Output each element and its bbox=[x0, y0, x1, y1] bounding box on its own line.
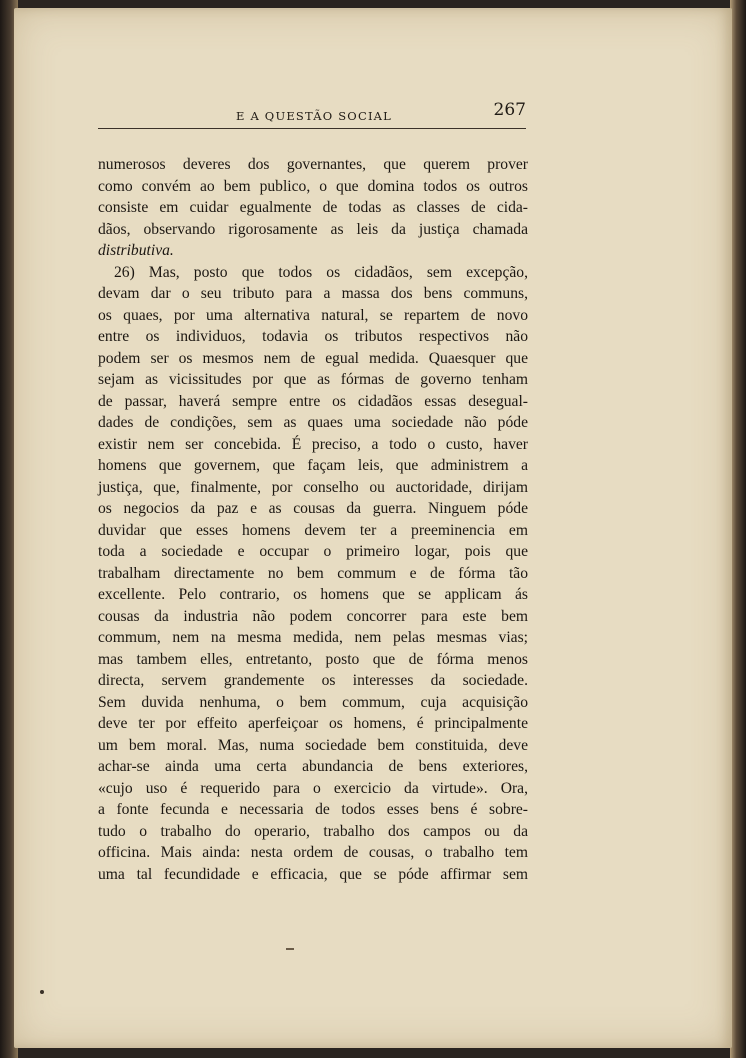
text-line: cousas da industria não podem concorrer para este bem bbox=[98, 607, 528, 625]
text-line: podem ser os mesmos nem de egual medida. Quaesquer que bbox=[98, 349, 528, 367]
text-line: deve ter por effeito aperfeiçoar os homens, é principalmente bbox=[98, 715, 528, 732]
page-header bbox=[98, 100, 526, 128]
text-line: tudo o trabalho do operario, trabalho dos campos ou da bbox=[98, 822, 528, 840]
text-line: commum, nem na mesma medida, nem pelas mesmas vias; bbox=[98, 629, 528, 646]
text-line: os negocios da paz e as cousas da guerra. Ninguem póde bbox=[98, 500, 528, 517]
book-right-edge bbox=[730, 0, 746, 1058]
body-text bbox=[98, 154, 528, 885]
text-line: os quaes, por uma alternativa natural, se repartem de novo bbox=[98, 306, 528, 324]
ink-mark bbox=[286, 948, 294, 950]
text-line: officina. Mais ainda: nesta ordem de cousas, o trabalho tem bbox=[98, 844, 528, 861]
text-line: duvidar que esses homens devem ter a preeminencia em bbox=[98, 521, 528, 539]
text-line: dades de condições, sem as quaes uma sociedade não póde bbox=[98, 414, 528, 431]
text-line: 26) Mas, posto que todos os cidadãos, sem excepção, bbox=[114, 263, 528, 281]
text-line: dãos, observando rigorosamente as leis da justiça chamada bbox=[98, 220, 528, 238]
text-line: trabalham directamente no bem commum e de fórma tão bbox=[98, 564, 528, 582]
text-line: uma tal fecundidade e efficacia, que se póde affirmar sem bbox=[98, 865, 528, 883]
text-line: toda a sociedade e occupar o primeiro logar, pois que bbox=[98, 543, 528, 560]
text-line: Sem duvida nenhuma, o bem commum, cuja acquisição bbox=[98, 693, 528, 711]
text-line: de passar, haverá sempre entre os cidadãos essas desegual- bbox=[98, 392, 528, 410]
text-line: homens que governem, que façam leis, que administrem a bbox=[98, 457, 528, 474]
text-line: excellente. Pelo contrario, os homens que se applicam ás bbox=[98, 586, 528, 603]
page-number: 267 bbox=[493, 100, 526, 120]
text-line: numerosos deveres dos governantes, que querem prover bbox=[98, 156, 528, 173]
text-line: sejam as vicissitudes por que as fórmas de governo tenham bbox=[98, 371, 528, 388]
text-line: directa, servem grandemente os interesses da sociedade. bbox=[98, 672, 528, 689]
text-line: existir nem ser concebida. É preciso, a todo o custo, haver bbox=[98, 435, 528, 453]
text-line: achar-se ainda uma certa abundancia de bens exteriores, bbox=[98, 758, 528, 775]
text-line: a fonte fecunda e necessaria de todos esses bens é sobre- bbox=[98, 801, 528, 818]
ink-spot bbox=[40, 990, 44, 994]
header-rule bbox=[98, 128, 526, 129]
text-line: distributiva. bbox=[98, 242, 174, 259]
text-line: mas tambem elles, entretanto, posto que de fórma menos bbox=[98, 650, 528, 668]
text-line: um bem moral. Mas, numa sociedade bem constituida, deve bbox=[98, 736, 528, 754]
text-line: como convém ao bem publico, o que domina todos os outros bbox=[98, 177, 528, 195]
running-title: E A QUESTÃO SOCIAL bbox=[236, 109, 393, 123]
text-line: entre os individuos, todavia os tributos respectivos não bbox=[98, 328, 528, 345]
text-line: devam dar o seu tributo para a massa dos bens communs, bbox=[98, 285, 528, 302]
text-line: justiça, que, finalmente, por conselho ou auctoridade, dirijam bbox=[98, 478, 528, 496]
text-line: consiste em cuidar egualmente de todas as classes de cida- bbox=[98, 199, 528, 216]
text-line: «cujo uso é requerido para o exercicio da virtude». Ora, bbox=[98, 779, 528, 797]
